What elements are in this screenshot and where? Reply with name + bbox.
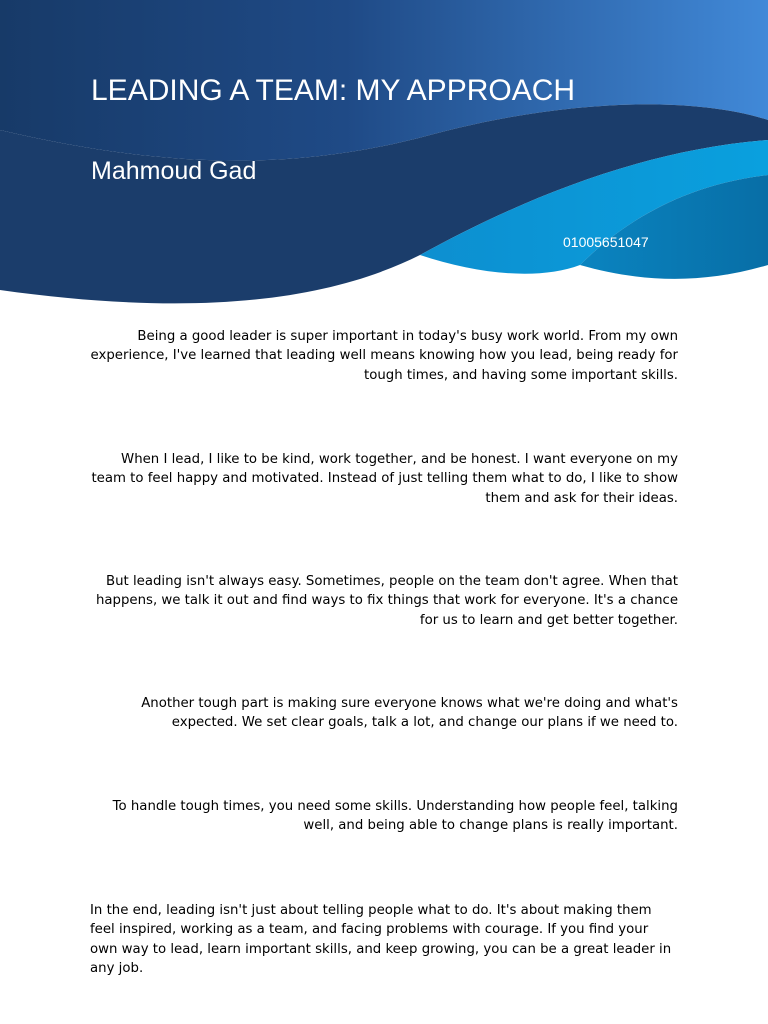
phone-number: 01005651047 [563, 234, 649, 250]
paragraph-intro: Being a good leader is super important in today's busy work world. From my own experience, I've learned that leading well means knowing how you lead, being ready for tough times, and having some important skills. [90, 329, 678, 383]
paragraph-skills: To handle tough times, you need some skills. Understanding how people feel, talking well, and being able to change plans is really important. [112, 799, 678, 834]
paragraph-communication: Another tough part is making sure everyone knows what we're doing and what's expected. We set clear goals, talk a lot, and change our plans if we need to. [141, 696, 678, 731]
document-title: LEADING A TEAM: MY APPROACH [91, 74, 576, 107]
header-banner [0, 0, 768, 320]
paragraph-conclusion: In the end, leading isn't just about telling people what to do. It's about making them feel inspired, working as a team, and facing problems with courage. If you find your own way to lead, learn important skills, and keep growing, you can be a great leader in any job. [90, 903, 672, 976]
paragraph-conflict: But leading isn't always easy. Sometimes, people on the team don't agree. When that happens, we talk it out and find ways to fix things that work for everyone. It's a chance for us to learn and get better together. [95, 574, 678, 628]
paragraph-style: When I lead, I like to be kind, work together, and be honest. I want everyone on my team to feel happy and motivated. Instead of just telling them what to do, I like to show them and ask for their ideas. [91, 452, 678, 506]
author-name: Mahmoud Gad [91, 157, 257, 185]
